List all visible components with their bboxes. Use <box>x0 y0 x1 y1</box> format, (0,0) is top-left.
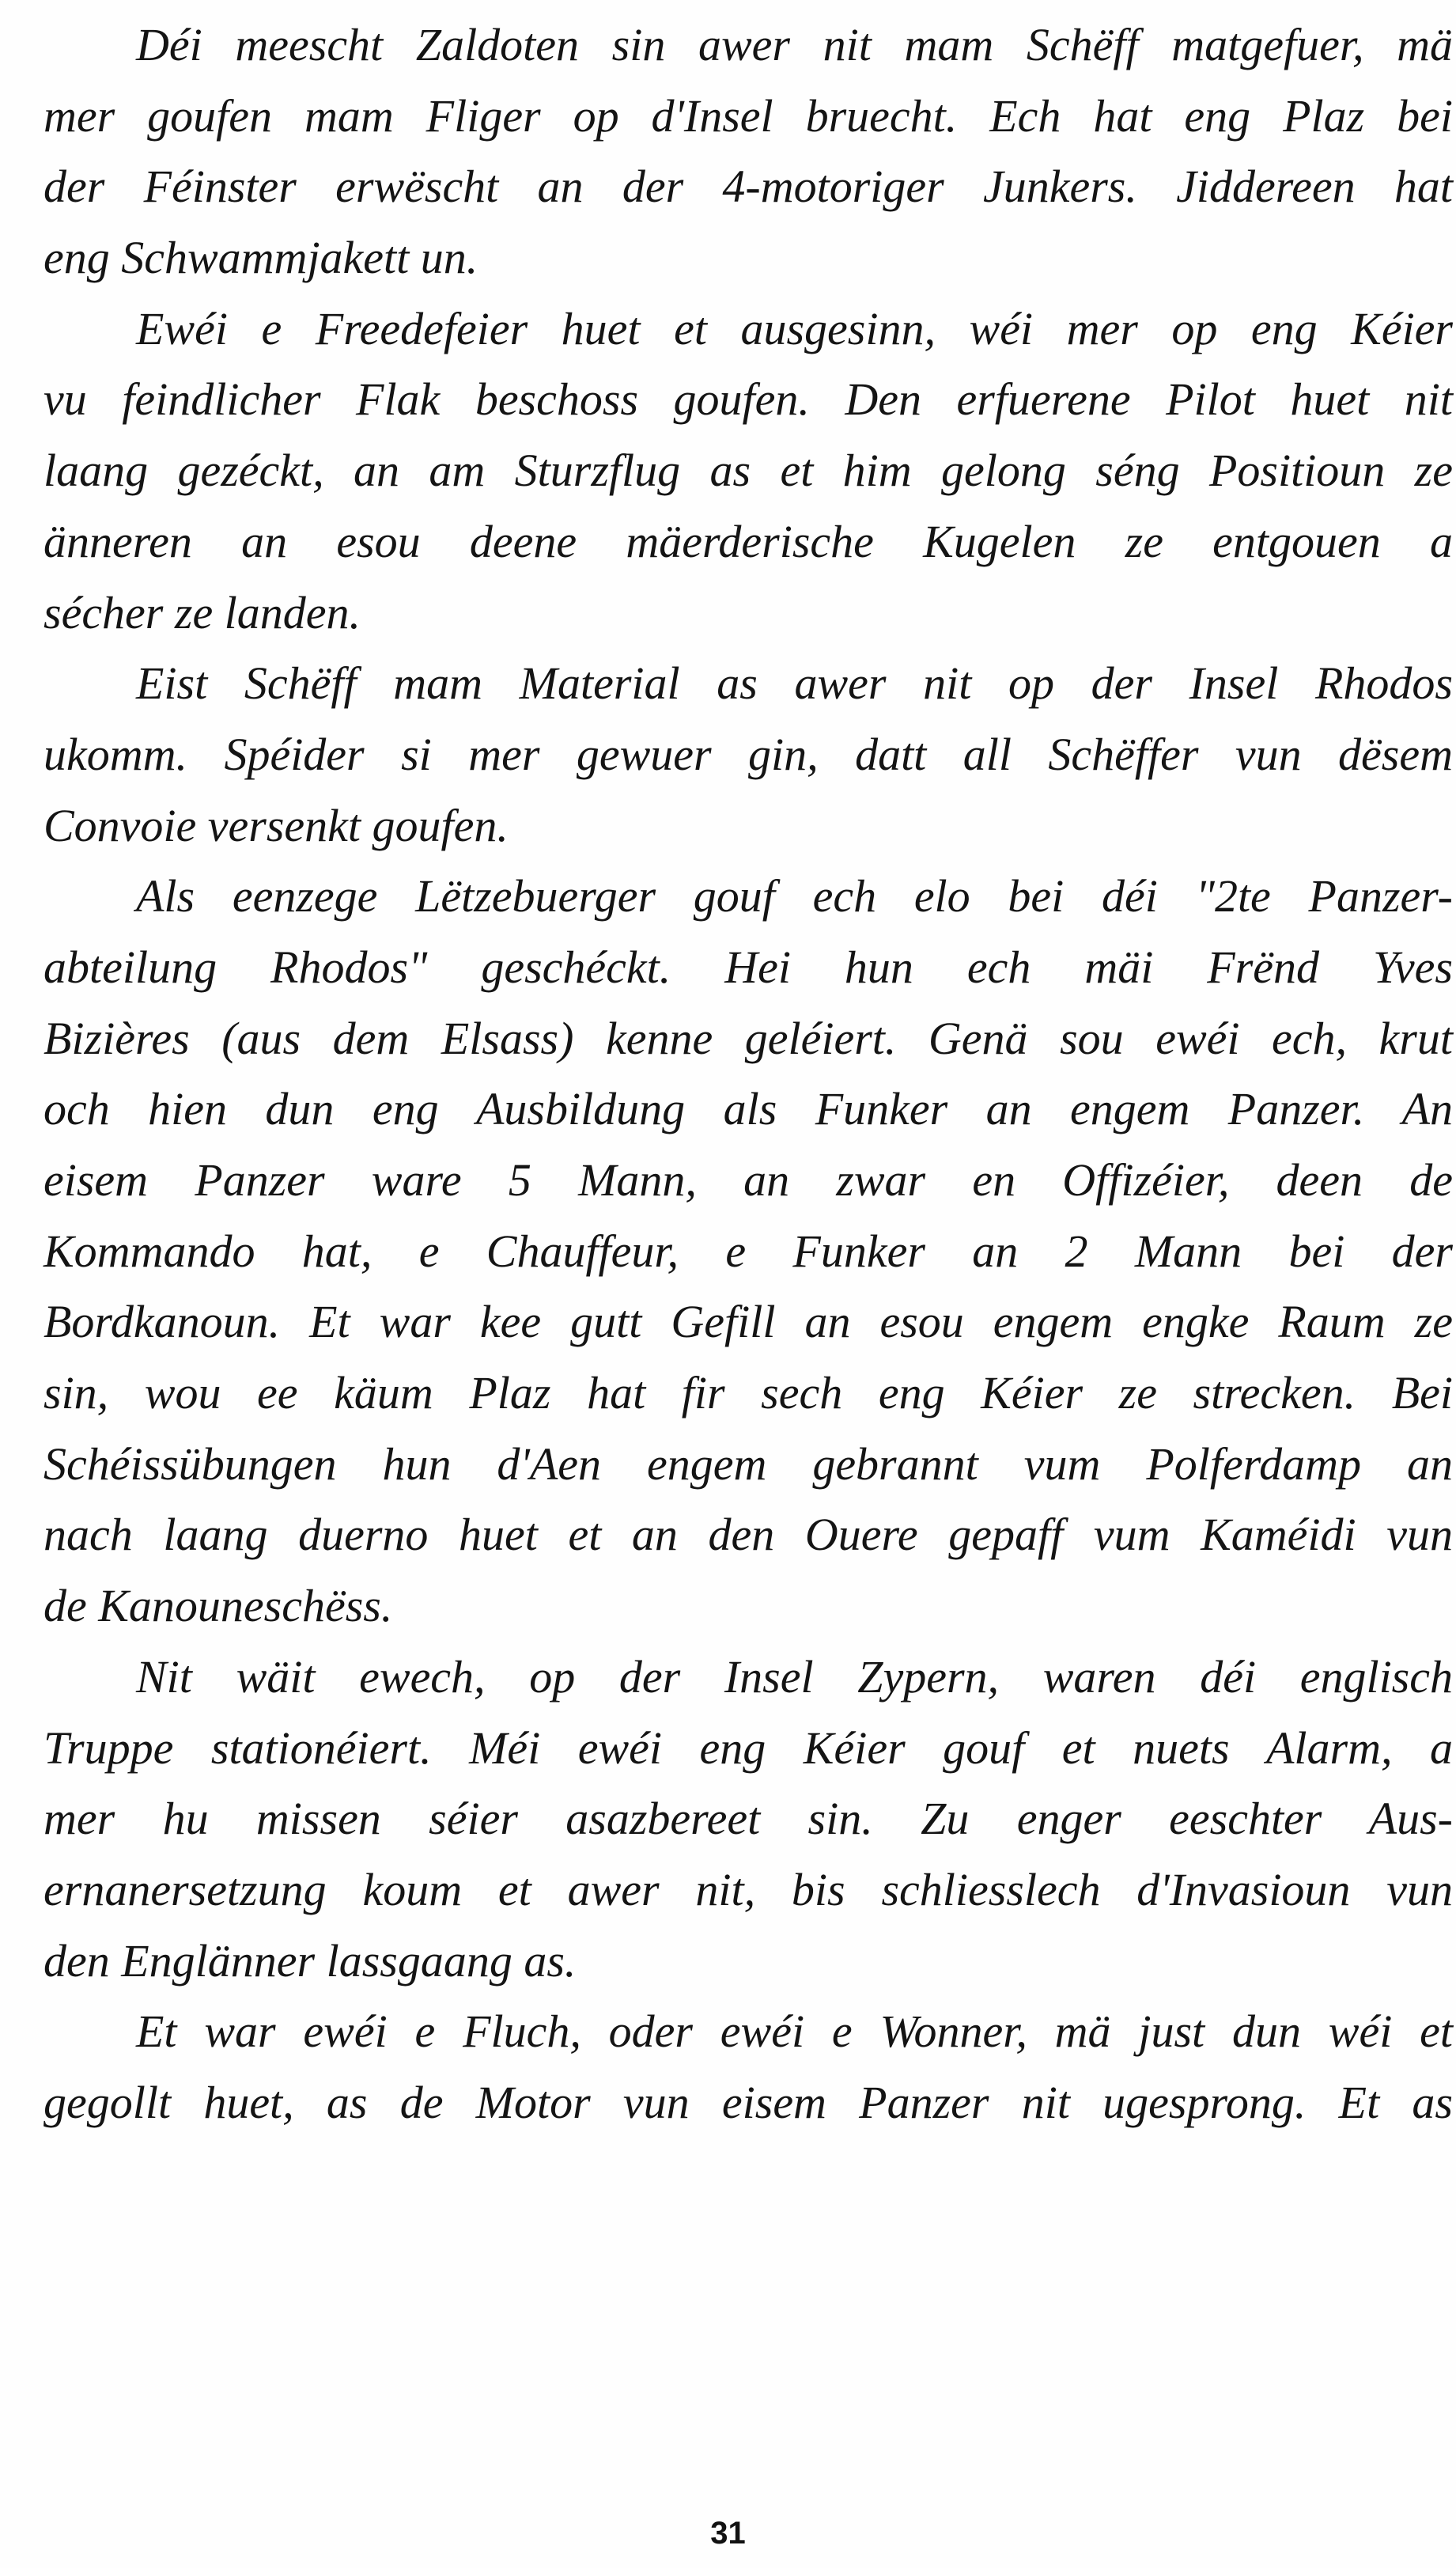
paragraph <box>43 648 1453 861</box>
text-line: laang gezéckt, an am Sturzflug as et him gelong séng Positioun ze <box>43 445 1453 497</box>
text-line: mer goufen mam Fliger op d'Insel bruecht. Ech hat eng Plaz bei <box>43 89 1453 142</box>
text-line: Ewéi e Freedefeier huet et ausgesinn, wéi mer op eng Kéier <box>136 302 1453 354</box>
text-line: ukomm. Spéider si mer gewuer gin, datt all Schëffer vun dësem <box>43 728 1453 780</box>
text-line: abteilung Rhodos" geschéckt. Hei hun ech mäi Frënd Yves <box>43 941 1453 993</box>
text-line: Kommando hat, e Chauffeur, e Funker an 2 Mann bei der <box>43 1225 1453 1277</box>
text-line: Bizières (aus dem Elsass) kenne geléiert. Genä sou ewéi ech, krut <box>43 1012 1453 1064</box>
paragraph <box>43 294 1453 648</box>
text-line: Et war ewéi e Fluch, oder ewéi e Wonner, mä just dun wéi et <box>136 2006 1453 2058</box>
text-line: sin, wou ee käum Plaz hat fir sech eng Kéier ze strecken. Bei <box>43 1367 1453 1419</box>
text-line: de Kanouneschëss. <box>43 1580 393 1632</box>
text-line: Eist Schëff mam Material as awer nit op der Insel Rhodos <box>136 657 1453 710</box>
paragraph <box>43 861 1453 1642</box>
text-line: nach laang duerno huet et an den Ouere gepaff vum Kaméidi vun <box>43 1509 1453 1561</box>
text-line: Déi meescht Zaldoten sin awer nit mam Schëff matgefuer, mä <box>136 19 1453 70</box>
text-line: Bordkanoun. Et war kee gutt Gefill an esou engem engke Raum ze <box>43 1296 1453 1348</box>
text-line: ernanersetzung koum et awer nit, bis schliesslech d'Invasioun vun <box>43 1863 1453 1915</box>
text-line: den Englänner lassgaang as. <box>43 1934 577 1987</box>
paragraph <box>43 1642 1453 1996</box>
text-line: Als eenzege Lëtzebuerger gouf ech elo bei déi "2te Panzer- <box>136 870 1453 922</box>
text-line: der Féinster erwëscht an der 4-motoriger Junkers. Jiddereen hat <box>43 161 1453 213</box>
paragraph <box>43 9 1453 294</box>
paragraph <box>43 1996 1453 2138</box>
text-line: eng Schwammjakett un. <box>43 232 478 284</box>
text-line: Schéissübungen hun d'Aen engem gebrannt vum Polferdamp an <box>43 1437 1453 1490</box>
text-line: mer hu missen séier asazbereet sin. Zu enger eeschter Aus- <box>43 1793 1453 1845</box>
text-line: vu feindlicher Flak beschoss goufen. Den erfuerene Pilot huet nit <box>43 373 1453 426</box>
text-line: gegollt huet, as de Motor vun eisem Panzer nit ugesprong. Et as <box>43 2076 1453 2128</box>
text-line: sécher ze landen. <box>43 586 361 638</box>
body-text <box>43 9 1453 2138</box>
text-line: Nit wäit ewech, op der Insel Zypern, waren déi englisch <box>136 1650 1453 1703</box>
text-line: eisem Panzer ware 5 Mann, an zwar en Offizéier, deen de <box>43 1154 1453 1206</box>
page-number: 31 <box>710 2516 746 2551</box>
text-line: och hien dun eng Ausbildung als Funker an engem Panzer. An <box>43 1083 1453 1135</box>
text-line: Convoie versenkt goufen. <box>43 799 509 851</box>
text-line: änneren an esou deene mäerderische Kugelen ze entgouen a <box>43 515 1453 567</box>
text-line: Truppe stationéiert. Méi ewéi eng Kéier gouf et nuets Alarm, a <box>43 1721 1453 1774</box>
